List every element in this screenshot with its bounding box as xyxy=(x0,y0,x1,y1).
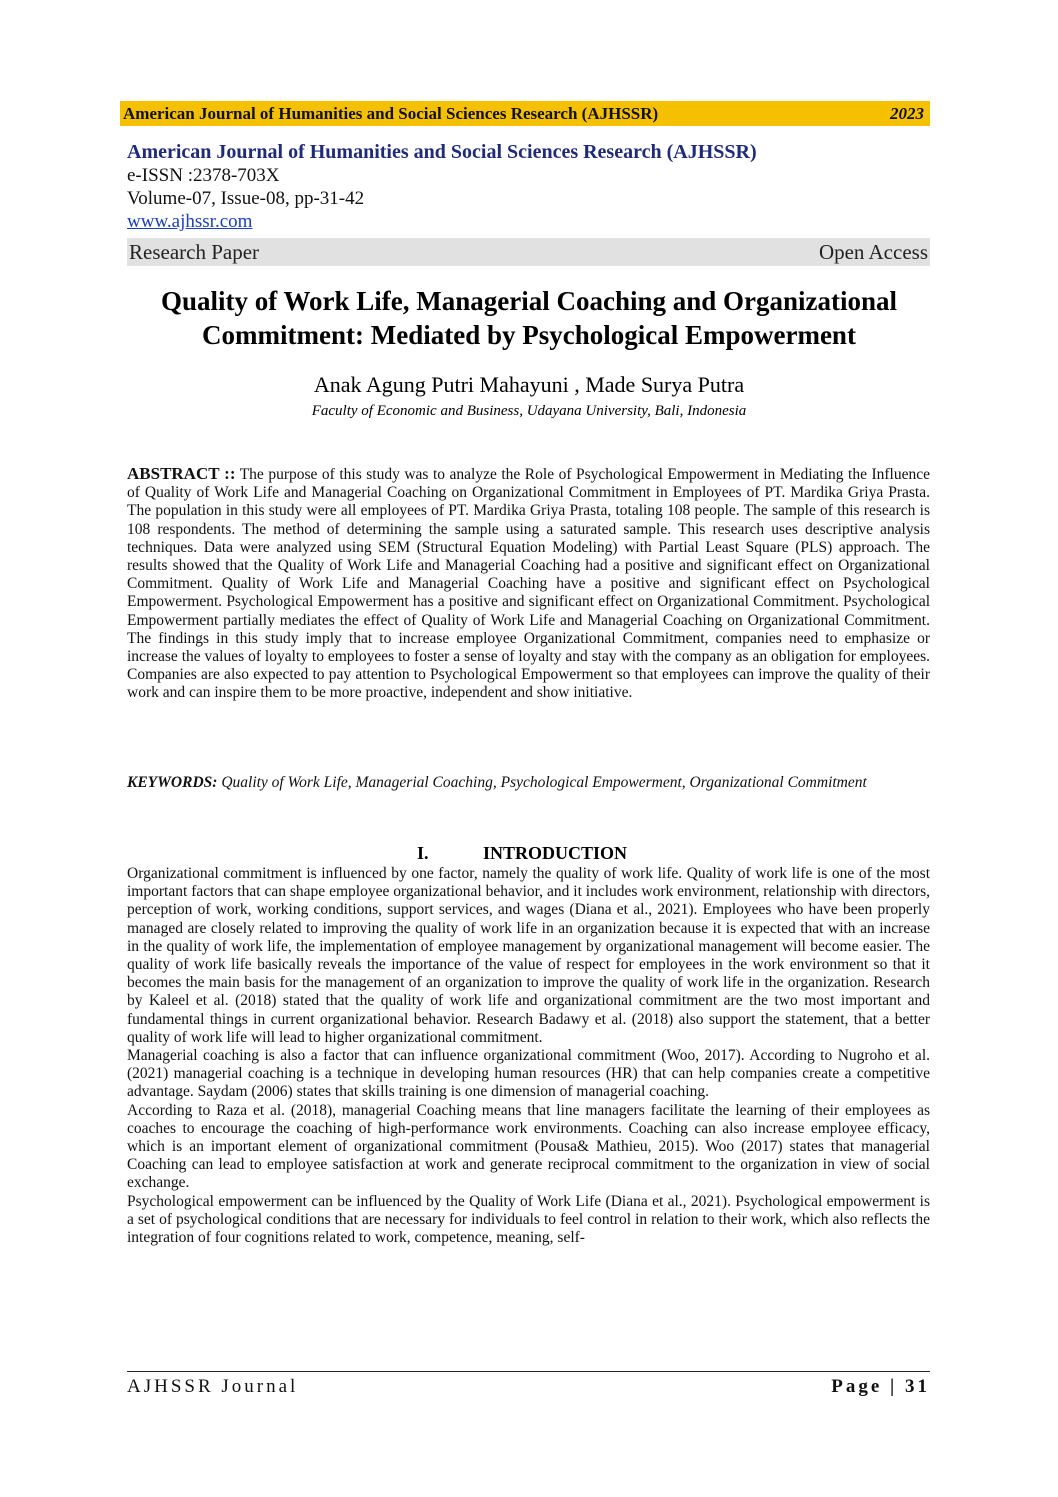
journal-issn: e-ISSN :2378-703X xyxy=(127,165,280,186)
intro-paragraph: Organizational commitment is influenced by one factor, namely the quality of work life. Quality of work life is one of the most important factors that can shape employee organizational behavior, and it includes work environment, relationship with directors, perception of work, working conditions, support services, and wages (Diana et al., 2021). Employees who have been properly managed are closely related to improving the quality of work life in an organization because it is expected that with an increase in the quality of work life, the implementation of employee management by organizational management will become easier. The quality of work life basically reveals the importance of the value of respect for employees in the work environment so that it becomes the main basis for the management of an organization to improve the quality of work life in the organization. Research by Kaleel et al. (2018) stated that the quality of work life and organizational commitment are the two most important and fundamental things in current organizational behavior. Research Badawy et al. (2018) also support the statement, that a better quality of work life will lead to higher organizational commitment. xyxy=(127,865,930,1046)
paper-type: Research Paper xyxy=(129,239,260,264)
running-header-journal: American Journal of Humanities and Social Sciences Research (AJHSSR) xyxy=(123,103,659,123)
running-header xyxy=(120,101,930,126)
page-number: Page | 31 xyxy=(831,1376,930,1397)
journal-name: American Journal of Humanities and Social Sciences Research (AJHSSR) xyxy=(127,141,757,163)
keywords-label: KEYWORDS: xyxy=(127,774,218,791)
section-title: INTRODUCTION xyxy=(483,843,628,863)
running-header-year: 2023 xyxy=(890,103,924,123)
abstract-label: ABSTRACT :: xyxy=(127,464,236,483)
abstract xyxy=(127,465,930,703)
page-footer xyxy=(127,1371,930,1398)
footer-journal: AJHSSR Journal xyxy=(127,1376,299,1397)
paper-title: Quality of Work Life, Managerial Coaching and Organizational Commitment: Mediated by Psychological Empowerment xyxy=(160,286,898,350)
section-heading-introduction xyxy=(127,843,930,865)
section-number: I. xyxy=(417,843,429,863)
journal-volume: Volume-07, Issue-08, pp-31-42 xyxy=(127,188,365,209)
keywords xyxy=(127,774,930,792)
abstract-text: The purpose of this study was to analyze the Role of Psychological Empowerment in Mediating the Influence of Quality of Work Life and Managerial Coaching on Organizational Commitment in Employees of PT. Mardika Griya Prasta. The population in this study were all employees of PT. Mardika Griya Prasta, totaling 108 people. The sample of this research is 108 respondents. The method of determining the sample using a saturated sample. This research uses descriptive analysis techniques. Data were analyzed using SEM (Structural Equation Modeling) with Partial Least Square (PLS) approach. The results showed that the Quality of Work Life and Managerial Coaching had a positive and significant effect on Organizational Commitment. Quality of Work Life and Managerial Coaching have a positive and significant effect on Psychological Empowerment. Psychological Empowerment has a positive and significant effect on Organizational Commitment. Psychological Empowerment partially mediates the effect of Quality of Work Life and Managerial Coaching on Organizational Commitment. The findings in this study imply that to increase employee Organizational Commitment, companies need to emphasize or increase the values of loyalty to employees to foster a sense of loyalty and stay with the company as an obligation for employees. Companies are also expected to pay attention to Psychological Empowerment so that employees can improve the quality of their work and can inspire them to be more proactive, independent and show initiative. xyxy=(127,466,931,702)
journal-website-link[interactable]: www.ajhssr.com xyxy=(127,211,253,232)
access-type: Open Access xyxy=(818,239,928,264)
journal-info xyxy=(127,140,930,233)
paper-type-bar xyxy=(127,238,930,266)
intro-paragraph: According to Raza et al. (2018), managerial Coaching means that line managers facilitate the learning of their employees as coaches to encourage the coaching of high-performance work environments. Coaching can also increase employee efficacy, which is an important element of organizational commitment (Pousa& Mathieu, 2015). Woo (2017) states that managerial Coaching can lead to employee satisfaction at work and generate reciprocal commitment to the organization in view of social exchange. xyxy=(127,1101,930,1192)
author-affiliation: Faculty of Economic and Business, Udayana University, Bali, Indonesia xyxy=(311,403,747,419)
intro-paragraph: Psychological empowerment can be influenced by the Quality of Work Life (Diana et al., 2021). Psychological empowerment is a set of psychological conditions that are necessary for individuals to feel control in relation to their work, which also reflects the integration of four cognitions related to work, competence, meaning, self- xyxy=(127,1192,930,1247)
keywords-text: Quality of Work Life, Managerial Coaching, Psychological Empowerment, Organizational Commitment xyxy=(217,774,867,791)
introduction-body xyxy=(127,865,930,1247)
paper-authors: Anak Agung Putri Mahayuni , Made Surya Putra xyxy=(313,372,745,397)
intro-paragraph: Managerial coaching is also a factor that can influence organizational commitment (Woo, 2017). According to Nugroho et al. (2021) managerial coaching is a technique in developing human resources (HR) that can help companies create a competitive advantage. Saydam (2006) states that skills training is one dimension of managerial coaching. xyxy=(127,1047,930,1101)
